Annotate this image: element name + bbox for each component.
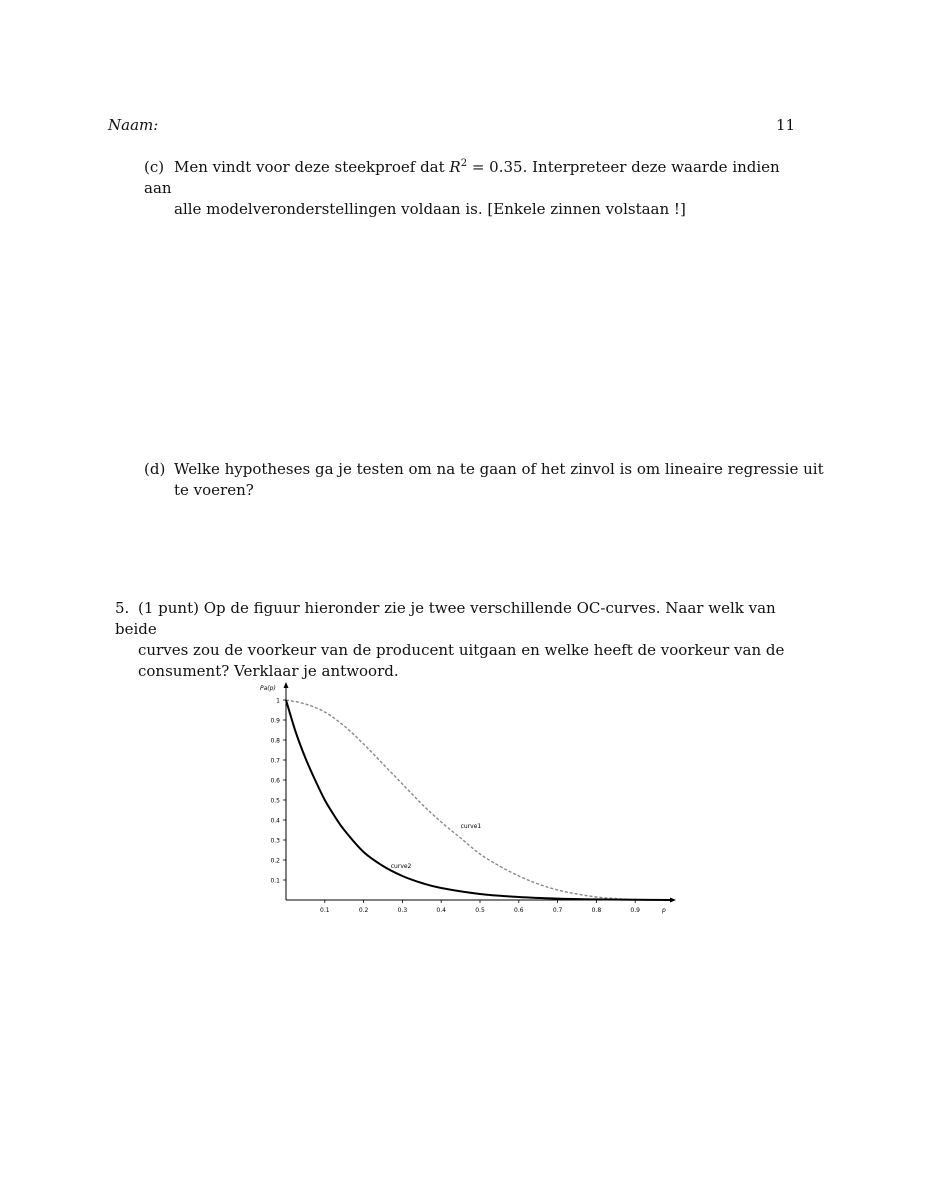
x-tick-label: 0.1: [320, 907, 330, 914]
question-c-line1: [144, 153, 804, 199]
question-5-line3: consument? Verklaar je antwoord.: [138, 662, 399, 680]
r-squared-symbol: R: [449, 158, 461, 176]
question-c: [144, 153, 804, 220]
y-tick-label: 0.6: [270, 777, 280, 785]
annotation-curve1: curve1: [460, 823, 482, 830]
x-tick-label: 0.3: [397, 907, 408, 914]
question-5-text: (1 punt) Op de figuur hieronder zie je twee verschillende OC-curves. Naar welk van beide: [115, 599, 776, 638]
question-c-text-a: Men vindt voor deze steekproef dat: [174, 158, 450, 176]
x-tick-label: 0.2: [358, 907, 369, 914]
question-5-label: 5.: [115, 599, 130, 617]
y-axis-arrow: [284, 682, 289, 688]
question-c-line2: alle modelveronderstellingen voldaan is. [Enkele zinnen volstaan !]: [174, 200, 686, 218]
question-5-line2: curves zou de voorkeur van de producent uitgaan en welke heeft de voorkeur van de: [138, 641, 785, 659]
x-tick-label: 0.9: [630, 907, 640, 914]
x-tick-label: 0.5: [475, 907, 485, 914]
y-tick-label: 0.9: [270, 717, 280, 725]
r-squared-exponent: 2: [460, 158, 468, 169]
name-label: Naam:: [108, 116, 159, 134]
series-curve2: [286, 700, 674, 900]
y-tick-label: 1: [276, 697, 280, 705]
series-curve1: [286, 700, 674, 900]
annotation-curve2: curve2: [390, 863, 412, 870]
question-d: [144, 459, 824, 501]
y-axis-label: Pa(p): [260, 685, 276, 692]
y-tick-label: 0.7: [270, 757, 280, 765]
x-tick-label: 0.6: [514, 907, 524, 914]
question-d-text: Welke hypotheses ga je testen om na te gaan of het zinvol is om lineaire regressie uit: [174, 460, 824, 478]
question-c-text-b: = 0.35. Interpreteer deze waarde indien aan: [144, 158, 780, 197]
oc-curve-chart: [250, 672, 690, 922]
y-tick-label: 0.1: [270, 877, 280, 885]
question-d-line1: [144, 459, 824, 480]
question-d-label: (d): [144, 460, 166, 478]
question-c-label: (c): [144, 158, 165, 176]
question-5-line1: [115, 598, 815, 640]
y-tick-label: 0.4: [270, 817, 280, 825]
question-d-line2: te voeren?: [174, 481, 254, 499]
page-number: 11: [776, 116, 796, 134]
x-axis-label: p: [662, 907, 666, 914]
y-tick-label: 0.2: [270, 857, 280, 865]
y-tick-label: 0.8: [270, 737, 280, 745]
y-tick-label: 0.3: [270, 837, 280, 845]
x-tick-label: 0.8: [591, 907, 602, 914]
y-tick-label: 0.5: [270, 797, 280, 805]
x-tick-label: 0.4: [436, 907, 446, 914]
x-tick-label: 0.7: [552, 907, 563, 914]
question-5: [115, 598, 815, 682]
